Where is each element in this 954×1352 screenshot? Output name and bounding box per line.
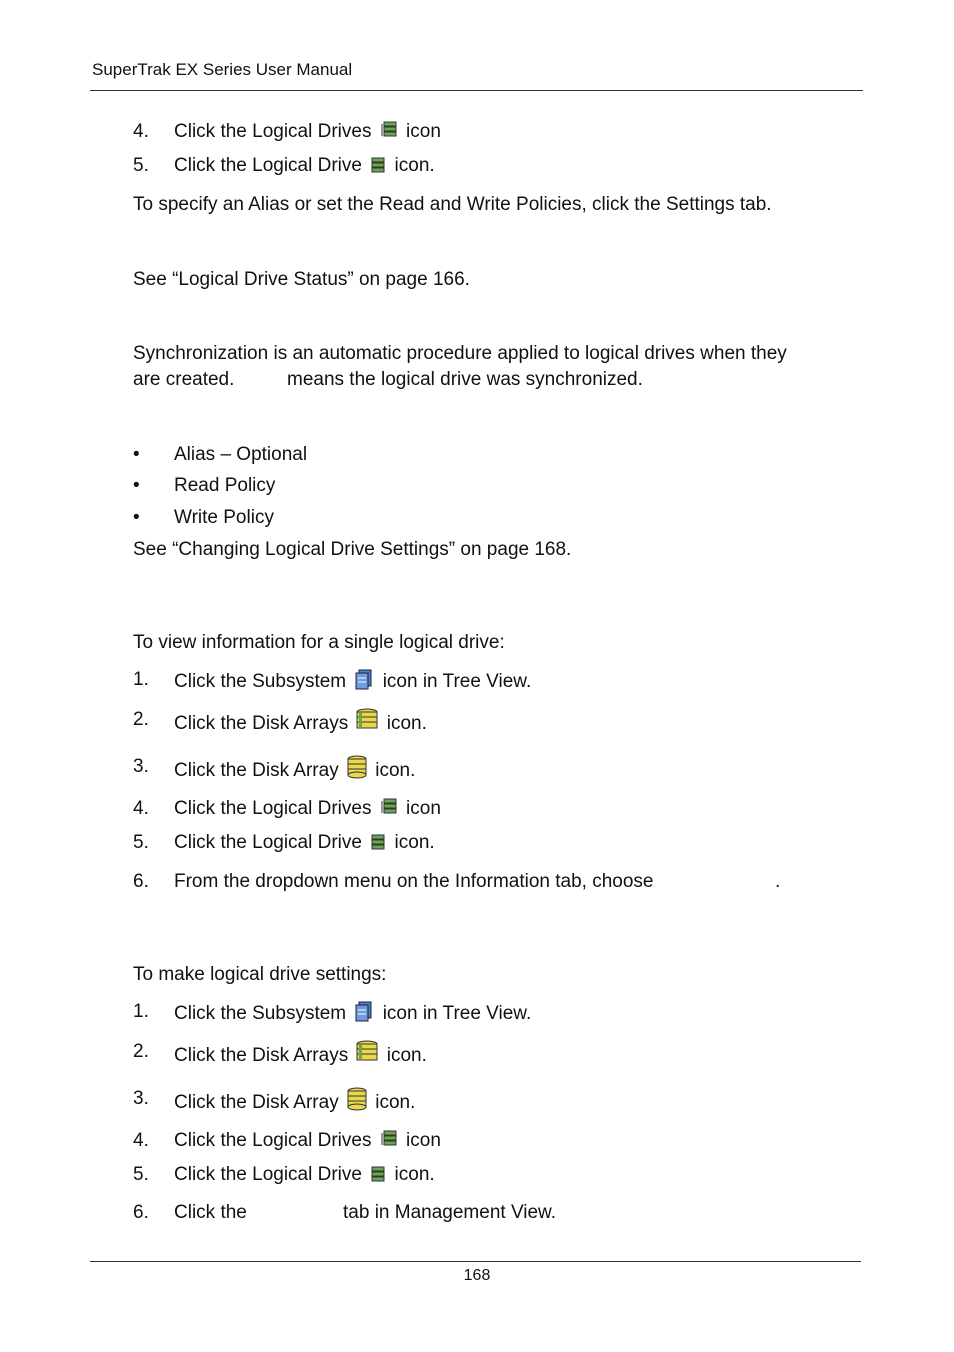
step-text (174, 154, 435, 181)
step-text (174, 1040, 427, 1071)
disk-array-icon (346, 1087, 368, 1118)
step-text-after: icon. (375, 760, 416, 781)
step-text (174, 1000, 531, 1029)
step-number: 1. (133, 1001, 149, 1022)
sync-paragraph-line2b: means the logical drive was synchronized. (287, 369, 643, 390)
step-number: 4. (133, 121, 149, 142)
step-text (174, 1201, 247, 1225)
subsystem-icon (353, 668, 375, 697)
step-text-after: icon (406, 1130, 441, 1151)
step-text-after: icon. (386, 713, 427, 734)
step-text (174, 120, 441, 147)
step-text-before: Click the Logical Drives (174, 1130, 372, 1151)
step-text-before: Click the Subsystem (174, 1003, 347, 1024)
step-text-after: icon (406, 798, 441, 819)
step-text-after: icon. (394, 155, 435, 176)
step-number: 6. (133, 1202, 149, 1223)
disk-arrays-icon (355, 708, 379, 739)
step-number: 4. (133, 798, 149, 819)
step-number: 5. (133, 832, 149, 853)
status-reference: See “Logical Drive Status” on page 166. (133, 269, 470, 290)
step-number: 5. (133, 1164, 149, 1185)
list-item: Alias – Optional (174, 444, 308, 465)
list-item: Read Policy (174, 475, 276, 496)
step-text-before: Click the Logical Drive (174, 832, 362, 853)
header-divider (90, 90, 863, 91)
step-text-before: Click the (174, 1202, 247, 1223)
page-number: 168 (463, 1267, 491, 1284)
step-text-after: icon. (394, 1164, 435, 1185)
step-text (174, 1129, 441, 1156)
step-text-before: Click the Disk Array (174, 1092, 339, 1113)
settings-reference: See “Changing Logical Drive Settings” on page 168. (133, 539, 572, 560)
footer-divider (90, 1261, 861, 1262)
step-number: 1. (133, 669, 149, 690)
step-text-before: From the dropdown menu on the Information tab, choose (174, 871, 654, 892)
step-text (174, 831, 435, 858)
step-text-after: icon. (375, 1092, 416, 1113)
step-number: 5. (133, 155, 149, 176)
make-settings-intro: To make logical drive settings: (133, 964, 387, 985)
step-text (174, 1163, 435, 1190)
step-text-before: Click the Disk Arrays (174, 1045, 349, 1066)
step-text-before: Click the Subsystem (174, 671, 347, 692)
logical-drive-icon (369, 833, 387, 858)
step-text (174, 668, 531, 697)
step-text-after: icon. (386, 1045, 427, 1066)
bullet: • (133, 507, 140, 528)
sync-paragraph-line2a: are created. (133, 369, 235, 390)
step-text (174, 708, 427, 739)
manual-header-title: SuperTrak EX Series User Manual (92, 60, 353, 79)
step-text-before: Click the Disk Array (174, 760, 339, 781)
step-text-after: icon (406, 121, 441, 142)
logical-drive-icon (369, 1165, 387, 1190)
logical-drive-icon (369, 156, 387, 181)
step-text-before: Click the Logical Drives (174, 121, 372, 142)
step-number: 2. (133, 1041, 149, 1062)
logical-drives-icon (379, 797, 399, 824)
step-text-after: icon. (394, 832, 435, 853)
bullet: • (133, 475, 140, 496)
sync-paragraph-line1: Synchronization is an automatic procedure applied to logical drives when they (133, 343, 787, 364)
step-number: 4. (133, 1130, 149, 1151)
step-text-before: Click the Logical Drives (174, 798, 372, 819)
step-text-before: Click the Logical Drive (174, 155, 362, 176)
view-info-intro: To view information for a single logical drive: (133, 632, 505, 653)
step-number: 3. (133, 756, 149, 777)
step-number: 2. (133, 709, 149, 730)
step-text (174, 870, 654, 894)
step-text-before: Click the Logical Drive (174, 1164, 362, 1185)
bullet: • (133, 444, 140, 465)
disk-arrays-icon (355, 1040, 379, 1071)
subsystem-icon (353, 1000, 375, 1029)
step-text-before: Click the Disk Arrays (174, 713, 349, 734)
step-number: 6. (133, 871, 149, 892)
step-text-after: icon in Tree View. (382, 671, 532, 692)
settings-tab-note: To specify an Alias or set the Read and Write Policies, click the Settings tab. (133, 194, 772, 215)
step-text-after: tab in Management View. (343, 1202, 557, 1223)
step-text (174, 1087, 415, 1118)
step-text (174, 755, 415, 786)
step-number: 3. (133, 1088, 149, 1109)
list-item: Write Policy (174, 507, 274, 528)
logical-drives-icon (379, 1129, 399, 1156)
step-text-after: icon in Tree View. (382, 1003, 532, 1024)
logical-drives-icon (379, 120, 399, 147)
step-text (174, 797, 441, 824)
step-text-after: . (775, 871, 781, 892)
disk-array-icon (346, 755, 368, 786)
